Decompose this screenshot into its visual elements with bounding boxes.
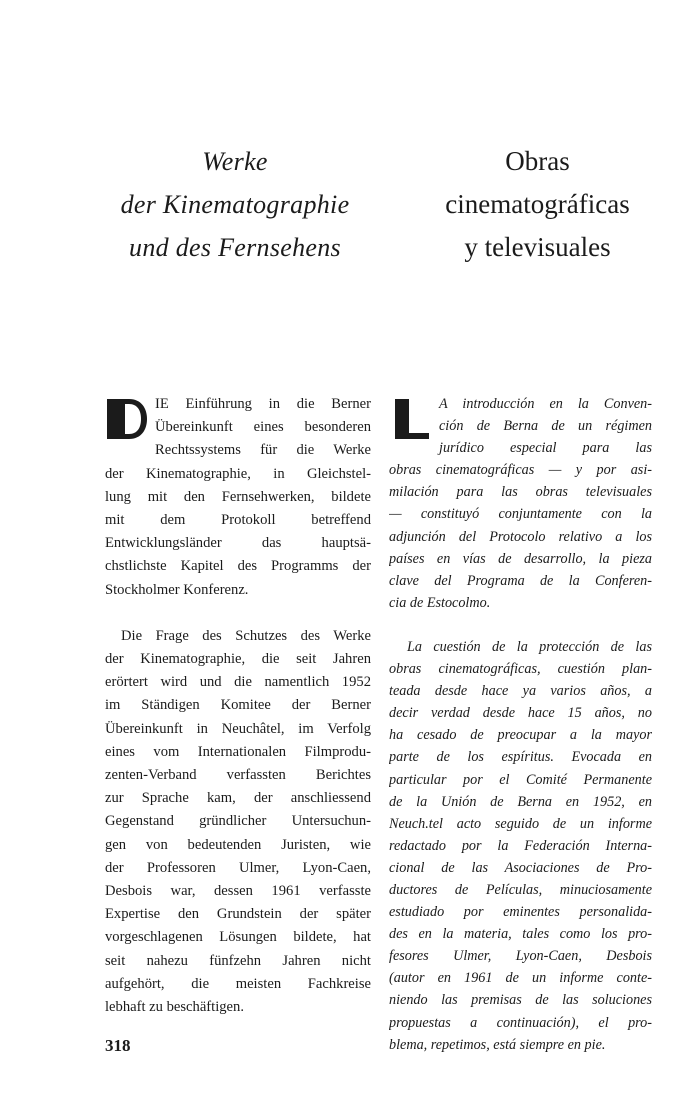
text-line: A introducción en la Conven- xyxy=(439,396,652,412)
text-line: La cuestión de la protección de las xyxy=(407,638,652,655)
text-line: seit nahezu fünfzehn Jahren nicht xyxy=(105,952,371,969)
dropcap-d-glyph xyxy=(105,397,149,441)
text-line: zenten-Verband verfassten Berichtes xyxy=(105,767,371,784)
spanish-title xyxy=(385,140,690,269)
text-line: Entwicklungsländer das hauptsä- xyxy=(105,535,371,552)
text-line: der Kinematographie, in Gleichstel- xyxy=(105,465,371,482)
text-line: — constituyó conjuntamente con la xyxy=(389,506,652,523)
text-line: ción de Berna de un régimen xyxy=(439,418,652,435)
text-line: Neuch.tel acto seguido de un informe xyxy=(389,815,652,832)
german-title-line: und des Fernsehens xyxy=(129,233,341,262)
spanish-title-line: y televisuales xyxy=(464,232,611,262)
spanish-paragraph-1 xyxy=(389,393,652,614)
german-paragraph-2 xyxy=(105,625,371,1019)
text-line: erörtert wird und die namentlich 1952 xyxy=(105,674,371,691)
text-line: de la Unión de Berna en 1952, en xyxy=(389,793,652,810)
text-line: zur Sprache kam, der anschliessend xyxy=(105,790,371,807)
text-line: países en vías de desarrollo, la pieza xyxy=(389,550,652,567)
text-line: lung mit den Fernsehwerken, bildete xyxy=(105,488,371,505)
text-line: Übereinkunft eines besonderen xyxy=(155,419,371,436)
text-line: teada desde hace ya varios años, a xyxy=(389,683,652,700)
text-line: obras cinematográficas — y por asi- xyxy=(389,462,652,479)
text-line: chstlichste Kapitel des Programms der xyxy=(105,558,371,575)
text-line: gen von bedeutenden Juristen, wie xyxy=(105,836,371,853)
text-line: aufgehört, die meisten Fachkreise xyxy=(105,975,371,992)
text-line: jurídico especial para las xyxy=(439,440,652,457)
text-line: des en la materia, tales como los pro- xyxy=(389,926,652,943)
text-line: Übereinkunft in Neuchâtel, im Verfolg xyxy=(105,720,371,737)
page-number: 318 xyxy=(105,1036,131,1055)
text-line: Desbois war, dessen 1961 verfasste xyxy=(105,883,371,900)
german-column xyxy=(105,393,371,1019)
text-line: parte de los espíritus. Evocada en xyxy=(389,749,652,766)
text-line: ductores de Películas, minuciosamente xyxy=(389,881,652,898)
dropcap-d xyxy=(105,397,149,441)
text-line: fesores Ulmer, Lyon-Caen, Desbois xyxy=(389,948,652,965)
text-line: redactado por la Federación Interna- xyxy=(389,837,652,854)
text-line: Stockholmer Konferenz. xyxy=(105,581,249,598)
dropcap-l xyxy=(389,397,433,441)
spanish-paragraph-2 xyxy=(389,636,652,1056)
text-line: der Kinematographie, die seit Jahren xyxy=(105,651,371,668)
text-line: Rechtssystems für die Werke xyxy=(155,442,371,459)
text-line: cional de las Asociaciones de Pro- xyxy=(389,859,652,876)
text-line: blema, repetimos, está siempre en pie. xyxy=(389,1036,606,1053)
text-line: IE Einführung in die Berner xyxy=(155,396,371,412)
text-line: ha cesado de preocupar a la mayor xyxy=(389,727,652,744)
german-paragraph-1 xyxy=(105,393,371,602)
text-line: obras cinematográficas, cuestión plan- xyxy=(389,661,652,678)
text-line: der Professoren Ulmer, Lyon-Caen, xyxy=(105,859,371,876)
text-line: estudiado por eminentes personalida- xyxy=(389,904,652,921)
text-line: clave del Programa de la Conferen- xyxy=(389,572,652,589)
text-line: (autor en 1961 de un informe conte- xyxy=(389,970,652,987)
text-line: niendo las premisas de las soluciones xyxy=(389,992,652,1009)
text-line: vorgeschlagenen Lösungen bildete, hat xyxy=(105,929,371,946)
spanish-title-line: cinematográficas xyxy=(445,189,630,219)
text-line: propuestas a continuación), el pro- xyxy=(389,1014,652,1031)
german-title-line: Werke xyxy=(202,147,268,176)
german-title-line: der Kinematographie xyxy=(120,190,350,219)
text-line: mit dem Protokoll betreffend xyxy=(105,512,371,529)
text-line: eines vom Internationalen Filmprodu- xyxy=(105,743,371,760)
text-line: lebhaft zu beschäftigen. xyxy=(105,999,244,1016)
text-line: im Ständigen Komitee der Berner xyxy=(105,697,371,714)
spanish-title-line: Obras xyxy=(505,146,570,176)
text-line: decir verdad desde hace 15 años, no xyxy=(389,705,652,722)
dropcap-l-glyph xyxy=(389,397,433,441)
spanish-column xyxy=(389,393,652,1056)
text-line: Die Frage des Schutzes des Werke xyxy=(121,627,371,644)
german-title xyxy=(80,140,390,269)
text-line: cia de Estocolmo. xyxy=(389,594,491,611)
text-line: particular por el Comité Permanente xyxy=(389,771,652,788)
text-line: Gegenstand gründlicher Untersuchun- xyxy=(105,813,371,830)
text-line: adjunción del Protocolo relativo a los xyxy=(389,528,652,545)
text-line: Expertise den Grundstein der später xyxy=(105,906,371,923)
text-line: milación para las obras televisuales xyxy=(389,484,652,501)
